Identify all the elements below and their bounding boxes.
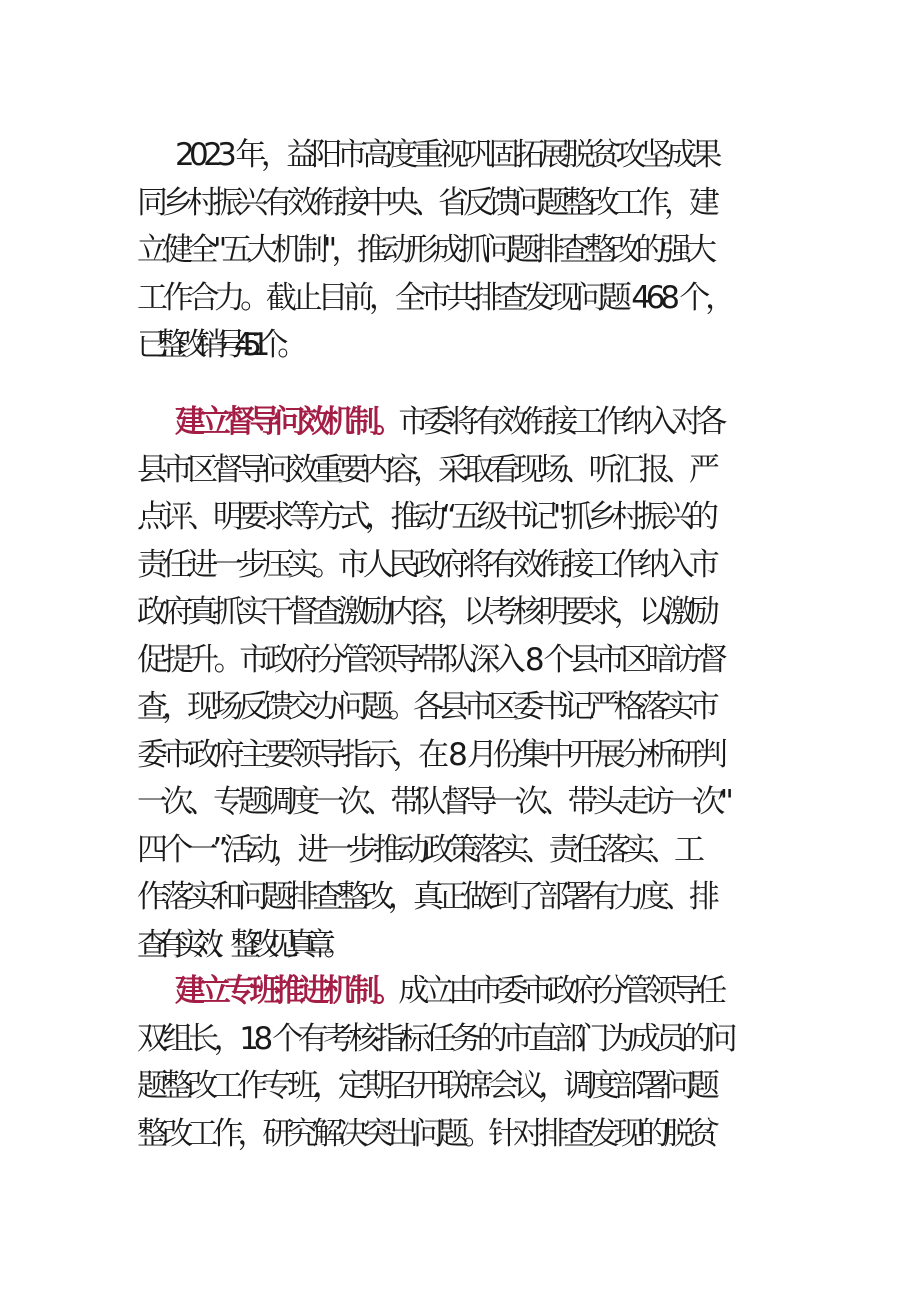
text-line	[137, 227, 920, 273]
body-text: 促提升。市政府分管领导带队深入 8 个县市区暗访督	[137, 641, 723, 678]
text-line	[175, 968, 920, 1014]
text-line	[137, 1063, 920, 1109]
body-text: 成立由市委市政府分管领导任	[398, 973, 722, 1009]
body-text: 2023 年，益阳市高度重视巩固拓展脱贫攻坚成果	[175, 137, 717, 173]
body-text: 委市政府主要领导指示，在 8 月份集中开展分析研判	[137, 736, 723, 773]
body-text: 政府真抓实干督查激励内容，以考核明要求，以激励	[137, 594, 714, 630]
text-line	[137, 779, 920, 825]
text-line	[137, 447, 920, 493]
body-text: 已整改销号 451 个。	[137, 327, 297, 363]
body-text: 查有实效、整改见真章。	[137, 926, 342, 963]
text-line	[175, 132, 920, 178]
body-text: 同乡村振兴有效衔接中央、省反馈问题整改工作，建	[137, 184, 714, 221]
text-line	[137, 275, 920, 321]
text-line	[137, 732, 920, 778]
text-line	[137, 322, 920, 368]
text-line	[137, 494, 920, 540]
text-line	[137, 922, 920, 968]
body-text: 市委将有效衔接工作纳入对各	[398, 404, 722, 440]
text-line	[137, 684, 920, 730]
body-text: 工作合力。截止目前，全市共排查发现问题 468 个，	[137, 279, 731, 316]
text-line	[137, 542, 920, 588]
body-text: 整改工作，研究解决突出问题。针对排查发现的脱贫	[137, 1115, 714, 1152]
section-heading: 建立专班推进机制。	[175, 973, 399, 1009]
text-line	[137, 1111, 920, 1157]
body-text: 责任进一步压实。市人民政府将有效衔接工作纳入市	[137, 546, 714, 583]
body-text: 查，现场反馈交办问题。各县市区委书记严格落实市	[137, 689, 714, 725]
text-line	[137, 637, 920, 683]
body-text: 双组长，18 个有考核指标任务的市直部门为成员的问	[137, 1020, 733, 1057]
body-text: 点评、明要求等方式，推动“五级书记"抓乡村振兴的	[137, 499, 714, 535]
text-line	[137, 180, 920, 226]
text-line	[137, 589, 920, 635]
body-text: 立健全"五大机制"，推动形成抓问题排查整改的强大	[137, 232, 712, 268]
text-line	[137, 1016, 920, 1062]
body-text: 县市区督导问效重要内容，采取看现场、听汇报、严	[137, 451, 714, 488]
text-line	[137, 874, 920, 920]
text-line	[137, 827, 920, 873]
body-text: 作落实和问题排查整改，真正做到了部署有力度、排	[137, 879, 714, 915]
body-text: 题整改工作专班，定期召开联席会议，调度部署问题	[137, 1068, 714, 1104]
section-heading: 建立督导问效机制。	[175, 404, 399, 440]
text-line	[175, 399, 920, 445]
body-text: 一次、专题调度一次、带队督导一次、带头走访一次"	[137, 784, 729, 820]
body-text: 四个一”活动，进一步推动政策落实、责任落实、工	[137, 831, 700, 868]
